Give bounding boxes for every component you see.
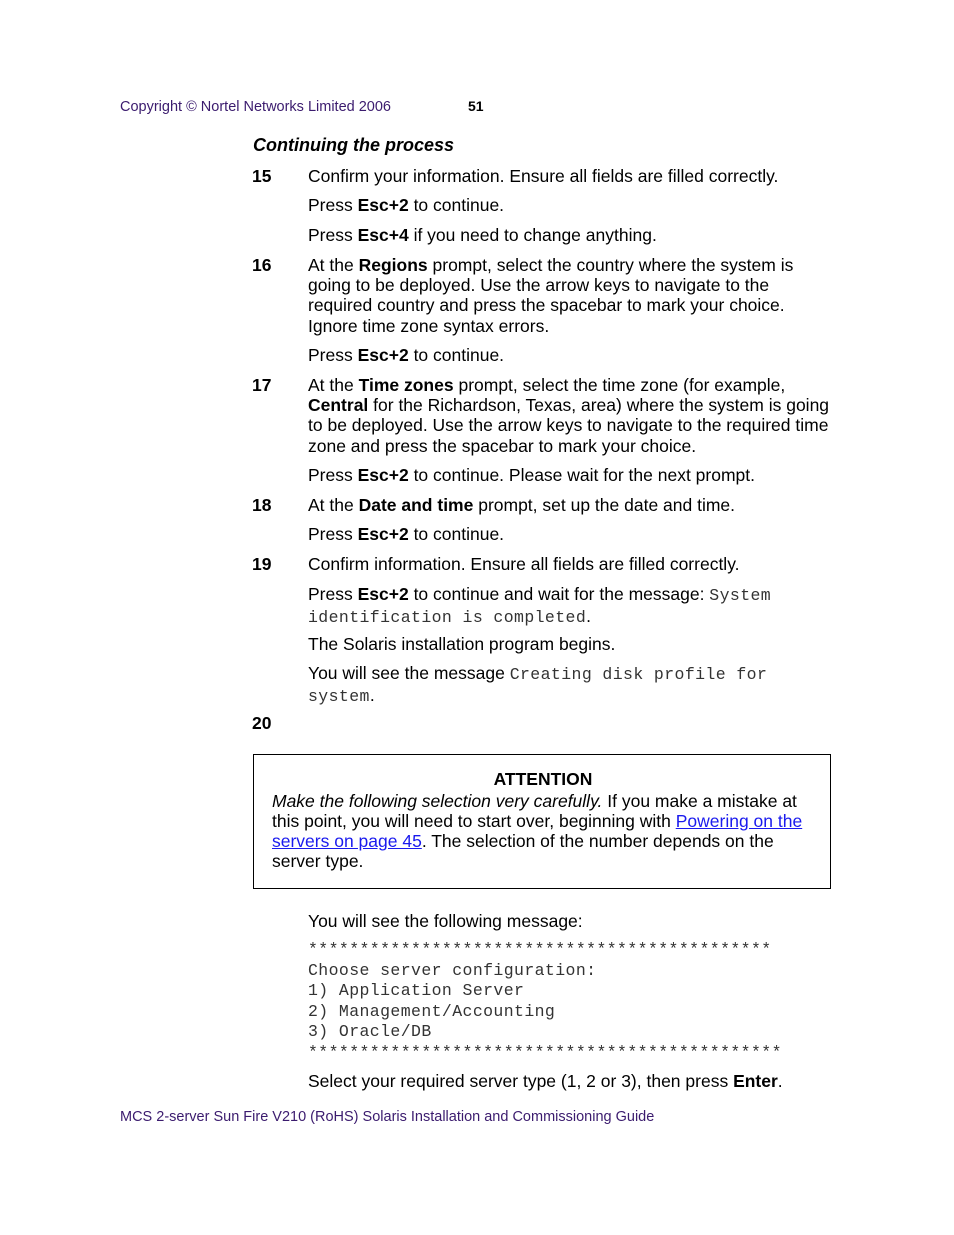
header-copyright: Copyright © Nortel Networks Limited 2006 [120, 99, 391, 115]
step-18-press-esc2: Press Esc+2 to continue. [308, 524, 505, 544]
message-creating-disk-profile: Creating disk profile for system [308, 665, 768, 707]
step-16-text: At the Regions prompt, select the country where the system is going to be deployed. Use the arrow keys to navigate to the required country and press the spacebar to mark your choice. Ignore time zone syntax errors. [308, 255, 794, 336]
step-16-press-esc2: Press Esc+2 to continue. [308, 345, 505, 365]
step-17-text: At the Time zones prompt, select the time zone (for example, Central for the Richardson, Texas, area) where the system is going to be deployed. Use the arrow keys to navigate to the required time zone and press the spacebar to mark your choice. [308, 375, 830, 456]
step-15-text: Confirm your information. Ensure all fields are filled correctly. [308, 166, 779, 186]
powering-servers-link[interactable]: Powering on the servers on page 45 [272, 811, 803, 851]
key-esc4: Esc+4 [357, 225, 409, 245]
message-system-identification: System identification is completed [308, 586, 772, 628]
step-number-18: 18 [252, 495, 272, 515]
step-number-15: 15 [252, 166, 272, 186]
step-number-19: 19 [252, 554, 272, 574]
step-number-17: 17 [252, 375, 272, 395]
step-19-solaris-begins: The Solaris installation program begins. [308, 634, 616, 654]
attention-box [253, 754, 831, 889]
page-number: 51 [468, 98, 484, 114]
step-20-text: You will see the following message: [308, 911, 583, 931]
attention-title: ATTENTION [493, 769, 593, 789]
step-20-select-server: Select your required server type (1, 2 or 3), then press Enter. [308, 1071, 783, 1091]
step-19-text: Confirm information. Ensure all fields are filled correctly. [308, 554, 740, 574]
attention-body: Make the following selection very carefully. If you make a mistake at this point, you will need to start over, beginning with Powering on the servers on page 45. The selection of the number depends on the server type. [272, 791, 803, 871]
step-15-press-esc4: Press Esc+4 if you need to change anything. [308, 225, 657, 245]
step-number-20: 20 [252, 713, 272, 733]
footer-guide-title: MCS 2-server Sun Fire V210 (RoHS) Solaris Installation and Commissioning Guide [120, 1109, 655, 1125]
step-19-press-esc2: Press Esc+2 to continue and wait for the message: System identification is completed. [308, 584, 772, 628]
key-enter: Enter [733, 1071, 778, 1091]
step-18-text: At the Date and time prompt, set up the date and time. [308, 495, 736, 515]
step-15-press-esc2: Press Esc+2 to continue. [308, 195, 505, 215]
section-title: Continuing the process [253, 135, 455, 155]
server-configuration-message: ********************************************* Choose server configuration: 1) Application Server 2) Management/Accounting 3) Oracle/DB ********************************************** [308, 940, 782, 1062]
step-17-press-esc2: Press Esc+2 to continue. Please wait for the next prompt. [308, 465, 756, 485]
step-number-16: 16 [252, 255, 272, 275]
key-esc2: Esc+2 [357, 195, 409, 215]
step-19-disk-profile: You will see the message Creating disk profile for system. [308, 663, 768, 707]
